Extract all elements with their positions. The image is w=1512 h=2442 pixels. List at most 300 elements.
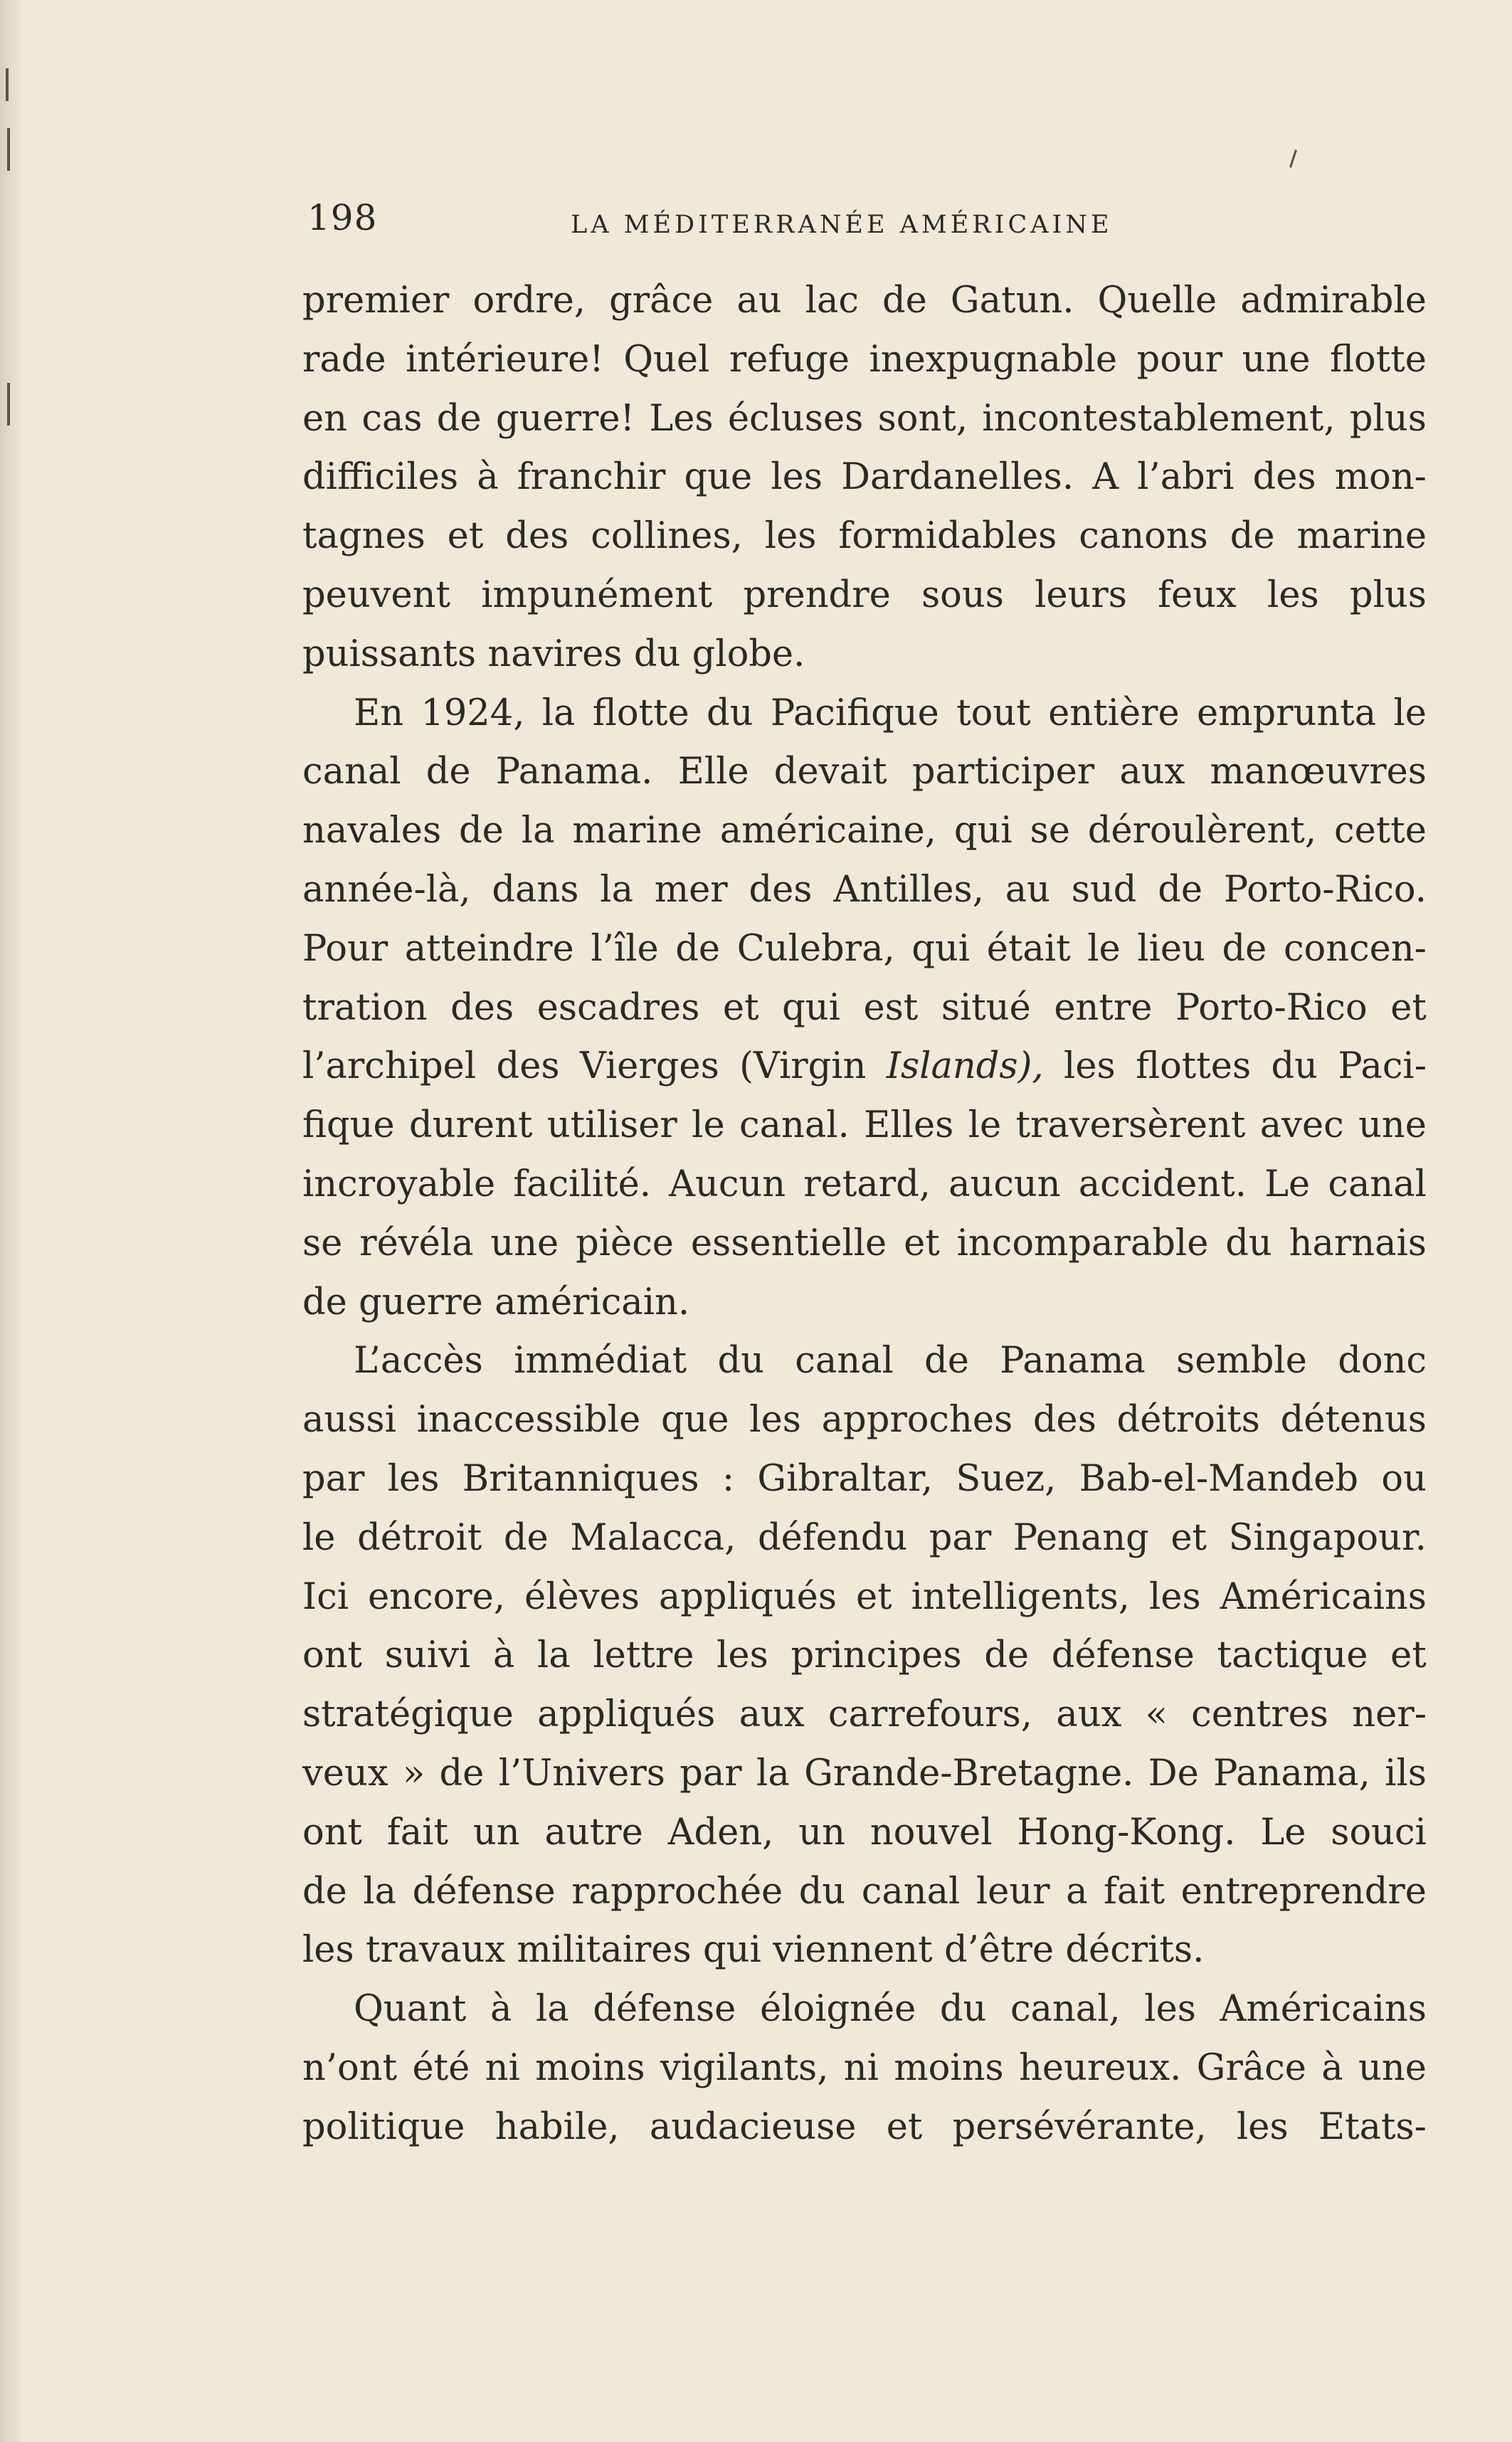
- text-word: Ici: [302, 1575, 349, 1618]
- text-word: canal.: [739, 1104, 850, 1147]
- text-word: le: [1393, 692, 1427, 734]
- text-word: moins: [894, 2046, 1004, 2089]
- text-line: [302, 566, 1427, 625]
- text-word: Quelle: [1097, 280, 1217, 322]
- text-word: à: [490, 1988, 512, 2031]
- text-word: Américains: [1220, 1988, 1427, 2031]
- text-word: Antilles,: [833, 868, 984, 911]
- text-word: utiliser: [546, 1104, 677, 1147]
- text-word: se: [1030, 810, 1070, 852]
- text-word: et: [1390, 986, 1427, 1029]
- text-word: mon-: [1334, 456, 1427, 499]
- text-word: fait: [1104, 1870, 1165, 1913]
- page-edge-shadow: [0, 0, 24, 2442]
- text-word: de: [1230, 515, 1275, 558]
- text-word: une: [490, 1222, 559, 1264]
- text-word: détroits: [1116, 1399, 1260, 1442]
- text-word: la: [521, 810, 555, 852]
- text-word: lac: [805, 280, 859, 322]
- text-word: avec: [1259, 1104, 1344, 1147]
- text-word: sont,: [877, 397, 968, 440]
- text-word: (Virgin: [739, 1045, 867, 1088]
- text-word: essentielle: [690, 1222, 887, 1264]
- text-word: décrits.: [1065, 1929, 1205, 1972]
- text-word: Malacca,: [570, 1516, 736, 1559]
- text-word: les: [717, 1634, 768, 1677]
- text-word: moins: [535, 2046, 645, 2089]
- text-word: à: [492, 1634, 515, 1677]
- text-line: [302, 1568, 1427, 1627]
- page-header: [307, 191, 1446, 248]
- text-word: «: [1145, 1693, 1168, 1736]
- text-word: un: [798, 1811, 845, 1854]
- text-word: le: [302, 1516, 336, 1559]
- text-word: Hong-Kong.: [1017, 1811, 1236, 1854]
- text-word: au: [736, 280, 782, 322]
- text-word: des: [450, 986, 514, 1029]
- text-word: des: [1032, 1399, 1096, 1442]
- text-word: par: [929, 1516, 992, 1559]
- text-word: incroyable: [302, 1163, 496, 1205]
- text-word: navires: [487, 633, 623, 675]
- text-word: la: [600, 868, 633, 911]
- text-word: de: [924, 1340, 969, 1383]
- text-line: [302, 1686, 1427, 1745]
- text-line: [302, 2039, 1427, 2098]
- text-word: le: [692, 1104, 725, 1147]
- text-line: [302, 1156, 1427, 1215]
- text-word: ont: [302, 1634, 363, 1677]
- text-word: américain.: [495, 1281, 690, 1323]
- text-word: principes: [791, 1634, 962, 1677]
- text-word: persévérante,: [952, 2105, 1207, 2148]
- text-word: ils: [1385, 1752, 1427, 1794]
- text-word: concen-: [1283, 927, 1427, 970]
- text-word: admirable: [1240, 280, 1427, 322]
- text-word: défense: [593, 1988, 736, 2031]
- text-word: que: [684, 456, 753, 499]
- text-word: Gibraltar,: [757, 1457, 934, 1500]
- text-word: les: [302, 1929, 354, 1972]
- text-line: [302, 743, 1427, 802]
- text-word: les: [1148, 1575, 1201, 1618]
- text-word: franchir: [517, 456, 666, 499]
- text-word: de: [984, 1634, 1030, 1677]
- text-word: et: [447, 515, 484, 558]
- text-word: que: [660, 1399, 729, 1442]
- text-word: qui: [911, 927, 971, 970]
- text-word: de: [302, 1870, 347, 1913]
- text-word: l’archipel: [302, 1045, 477, 1088]
- text-word: défendu: [757, 1516, 908, 1559]
- text-word: une: [1358, 2046, 1427, 2089]
- body-text: [302, 272, 1427, 2157]
- text-word: Grâce: [1196, 2046, 1306, 2089]
- text-word: plus: [1349, 574, 1427, 616]
- text-word: heureux.: [1019, 2046, 1182, 2089]
- text-word: la: [536, 1634, 571, 1677]
- text-word: ou: [1381, 1457, 1427, 1500]
- text-word: des: [505, 515, 569, 558]
- text-word: rade: [302, 338, 386, 381]
- text-word: ni: [843, 2046, 879, 2089]
- text-word: entre: [1054, 986, 1153, 1029]
- text-word: les: [1064, 1045, 1116, 1088]
- text-word: Penang: [1013, 1516, 1149, 1559]
- text-word: une: [1242, 338, 1311, 381]
- text-word: prendre: [743, 574, 891, 616]
- text-word: durent: [409, 1104, 533, 1147]
- text-word: atteindre: [404, 927, 574, 970]
- text-word: de: [439, 1752, 485, 1794]
- text-word: de: [302, 1281, 347, 1323]
- text-word: donc: [1338, 1340, 1427, 1383]
- text-word: viennent: [773, 1929, 933, 1972]
- text-word: au: [1005, 868, 1050, 911]
- text-word: du: [798, 1870, 846, 1913]
- text-word: Britanniques: [462, 1457, 699, 1500]
- text-line: [302, 1274, 1427, 1333]
- text-line: [302, 507, 1427, 566]
- text-word: aussi: [302, 1399, 396, 1442]
- text-word: 1924,: [421, 692, 525, 734]
- text-word: intérieure!: [406, 338, 604, 381]
- text-word: tagnes: [302, 515, 425, 558]
- text-word: lettre: [593, 1634, 694, 1677]
- text-word: Pacifique: [770, 692, 939, 734]
- text-word: emprunta: [1196, 692, 1377, 734]
- text-word: ni: [485, 2046, 520, 2089]
- text-word: devait: [773, 751, 887, 793]
- text-word: harnais: [1289, 1222, 1427, 1264]
- text-word: collines,: [591, 515, 743, 558]
- text-word: de: [459, 810, 504, 852]
- text-word: habile,: [495, 2105, 620, 2148]
- text-line: [302, 1627, 1427, 1686]
- text-word: Aden,: [667, 1811, 774, 1854]
- text-word: traversèrent: [1015, 1104, 1246, 1147]
- text-word: Le: [1264, 1163, 1311, 1205]
- text-line: [302, 684, 1427, 744]
- text-word: guerre: [359, 1281, 483, 1323]
- text-word: aux: [1119, 751, 1185, 793]
- text-word: Panama,: [1213, 1752, 1370, 1794]
- text-word: de: [425, 751, 471, 793]
- text-line: [302, 1450, 1427, 1509]
- text-word: de: [503, 1516, 549, 1559]
- text-word: du: [939, 1988, 987, 2031]
- text-line: [302, 1391, 1427, 1450]
- text-word: révéla: [359, 1222, 474, 1264]
- text-word: feux: [1158, 574, 1237, 616]
- text-word: aucun: [948, 1163, 1061, 1205]
- text-word: a: [1066, 1870, 1088, 1913]
- text-word: premier: [302, 280, 450, 322]
- text-word: les: [1236, 2105, 1289, 2148]
- text-word: du: [633, 633, 681, 675]
- text-word: écluses: [727, 397, 864, 440]
- text-word: guerre!: [495, 397, 635, 440]
- text-word: et: [886, 2105, 923, 2148]
- text-word: canal: [302, 751, 401, 793]
- text-word: de: [436, 397, 482, 440]
- text-word: accident.: [1078, 1163, 1247, 1205]
- text-word: Porto-Rico: [1175, 986, 1368, 1029]
- text-word: politique: [302, 2105, 465, 2148]
- text-word: à: [477, 456, 499, 499]
- text-line: [302, 861, 1427, 920]
- text-word: et: [904, 1222, 940, 1264]
- text-word: participer: [911, 751, 1095, 793]
- text-word: à: [1321, 2046, 1343, 2089]
- text-word: centres: [1191, 1693, 1328, 1736]
- text-word: pour: [1136, 338, 1223, 381]
- text-word: carrefours,: [828, 1693, 1032, 1736]
- text-line: [302, 390, 1427, 449]
- text-word: veux: [302, 1752, 388, 1794]
- text-word: les: [1267, 574, 1319, 616]
- text-word: fique: [302, 1104, 395, 1147]
- text-word: flotte: [592, 692, 689, 734]
- text-word: Etats-: [1318, 2105, 1427, 2148]
- text-line: [302, 625, 1427, 684]
- text-word: les: [764, 515, 817, 558]
- text-word: était: [986, 927, 1071, 970]
- text-word: Elles: [864, 1104, 954, 1147]
- text-word: défense: [1051, 1634, 1195, 1677]
- text-word: De: [1148, 1752, 1199, 1794]
- text-word: marine: [1296, 515, 1427, 558]
- text-word: Suez,: [956, 1457, 1057, 1500]
- text-word: est: [863, 986, 919, 1029]
- text-word: cas: [361, 397, 423, 440]
- text-word: facilité.: [513, 1163, 651, 1205]
- text-word: Aucun: [669, 1163, 786, 1205]
- text-word: entière: [1048, 692, 1180, 734]
- scan-speck: [7, 128, 10, 171]
- text-word: encore,: [368, 1575, 506, 1618]
- text-word: l’île: [591, 927, 659, 970]
- text-word: canal,: [1010, 1988, 1121, 2031]
- text-word: se: [302, 1222, 343, 1264]
- text-word: des: [749, 868, 813, 911]
- text-word: une: [1358, 1104, 1427, 1147]
- text-word: manœuvres: [1210, 751, 1427, 793]
- text-word: :: [721, 1457, 735, 1500]
- text-word: par: [302, 1457, 365, 1500]
- text-word: Panama.: [495, 751, 653, 793]
- text-word: En: [354, 692, 404, 734]
- text-word: vigilants,: [660, 2046, 829, 2089]
- text-word: Panama: [1000, 1340, 1146, 1383]
- text-word: L’accès: [354, 1340, 483, 1383]
- text-word: suivi: [384, 1634, 471, 1677]
- text-word: d’être: [943, 1929, 1054, 1972]
- text-word: souci: [1331, 1811, 1427, 1854]
- text-word: de: [1158, 868, 1203, 911]
- text-word: sud: [1071, 868, 1137, 911]
- text-word: n’ont: [302, 2046, 398, 2089]
- text-word: des: [1252, 456, 1316, 499]
- text-word: autre: [544, 1811, 643, 1854]
- text-word: intelligents,: [911, 1575, 1130, 1618]
- text-word: tration: [302, 986, 428, 1029]
- scan-speck: [1289, 149, 1297, 168]
- text-word: flottes: [1136, 1045, 1252, 1088]
- text-word: les: [749, 1399, 801, 1442]
- text-word: escadres: [536, 986, 700, 1029]
- text-line: [302, 1037, 1427, 1096]
- text-word: appliqués: [537, 1693, 716, 1736]
- text-word: retard,: [803, 1163, 931, 1205]
- text-word: le: [968, 1104, 1002, 1147]
- text-line: [302, 979, 1427, 1038]
- text-word: immédiat: [514, 1340, 687, 1383]
- text-word: et: [856, 1575, 892, 1618]
- text-line: [302, 1509, 1427, 1568]
- text-word: de: [882, 280, 927, 322]
- text-word: les: [387, 1457, 440, 1500]
- text-word: mer: [654, 868, 728, 911]
- text-word: pièce: [576, 1222, 674, 1264]
- text-word: Dardanelles.: [841, 456, 1074, 499]
- page-number: 198: [307, 197, 378, 238]
- text-word: l’abri: [1137, 456, 1235, 499]
- text-word: Paci-: [1338, 1045, 1427, 1088]
- text-word: défense: [412, 1870, 556, 1913]
- text-word: impunément: [481, 574, 713, 616]
- text-word: entreprendre: [1180, 1870, 1427, 1913]
- text-word: tactique: [1217, 1634, 1368, 1677]
- text-word: en: [302, 397, 348, 440]
- text-word: élèves: [524, 1575, 640, 1618]
- text-word: incontestablement,: [982, 397, 1336, 440]
- text-word: Bab-el-Mandeb: [1079, 1457, 1359, 1500]
- text-word: ont: [302, 1811, 363, 1854]
- text-word: Quel: [623, 338, 710, 381]
- text-line: [302, 1096, 1427, 1156]
- text-word: globe.: [692, 633, 805, 675]
- text-line: [302, 331, 1427, 390]
- text-word: aux: [739, 1693, 805, 1736]
- text-word: détroit: [357, 1516, 482, 1559]
- text-line: [302, 1215, 1427, 1274]
- text-word: formidables: [838, 515, 1057, 558]
- text-line: [302, 920, 1427, 979]
- text-line: [302, 1745, 1427, 1804]
- text-word: ordre,: [472, 280, 586, 322]
- text-word: canal: [861, 1870, 961, 1913]
- text-word: par: [680, 1752, 742, 1794]
- text-word: du: [1271, 1045, 1318, 1088]
- text-word: Porto-Rico.: [1223, 868, 1427, 911]
- text-word: Islands),: [886, 1045, 1044, 1088]
- text-word: travaux: [365, 1929, 506, 1972]
- text-word: difficiles: [302, 456, 459, 499]
- text-line: [302, 1863, 1427, 1922]
- text-word: la: [535, 1988, 569, 2031]
- text-word: semble: [1176, 1340, 1307, 1383]
- text-word: flotte: [1330, 338, 1427, 381]
- text-word: Culebra,: [736, 927, 895, 970]
- text-word: la: [541, 692, 576, 734]
- text-word: rapprochée: [571, 1870, 783, 1913]
- text-word: appliqués: [658, 1575, 837, 1618]
- text-word: qui: [953, 810, 1013, 852]
- text-word: audacieuse: [649, 2105, 857, 2148]
- text-word: et: [1390, 1634, 1427, 1677]
- text-line: [302, 1804, 1427, 1863]
- text-word: incomparable: [956, 1222, 1209, 1264]
- text-word: »: [402, 1752, 425, 1794]
- text-word: canal: [795, 1340, 894, 1383]
- text-word: été: [412, 2046, 470, 2089]
- text-word: Gatun.: [950, 280, 1074, 322]
- text-word: Les: [649, 397, 714, 440]
- text-word: navales: [302, 810, 442, 852]
- text-line: [302, 1332, 1427, 1391]
- text-word: refuge: [729, 338, 850, 381]
- text-word: canal: [1328, 1163, 1427, 1205]
- text-word: marine: [572, 810, 702, 852]
- text-word: du: [1225, 1222, 1272, 1264]
- text-word: approches: [821, 1399, 1013, 1442]
- text-line: [302, 1921, 1427, 1980]
- text-word: Grande-Bretagne.: [804, 1752, 1134, 1794]
- text-word: Pour: [302, 927, 388, 970]
- text-word: et: [1170, 1516, 1207, 1559]
- text-word: éloignée: [759, 1988, 916, 2031]
- text-word: et: [722, 986, 759, 1029]
- text-word: qui: [782, 986, 840, 1029]
- scan-speck: [7, 383, 10, 426]
- text-word: fait: [386, 1811, 449, 1854]
- text-word: Américains: [1220, 1575, 1427, 1618]
- scan-speck: [6, 68, 9, 101]
- text-word: Vierges: [579, 1045, 719, 1088]
- text-word: cette: [1334, 810, 1427, 852]
- text-line: [302, 2098, 1427, 2157]
- text-word: leur: [976, 1870, 1050, 1913]
- text-word: la: [363, 1870, 397, 1913]
- text-word: stratégique: [302, 1693, 514, 1736]
- text-word: du: [717, 1340, 764, 1383]
- text-word: ner-: [1352, 1693, 1427, 1736]
- text-word: leurs: [1035, 574, 1127, 616]
- text-word: des: [496, 1045, 560, 1088]
- text-word: Le: [1260, 1811, 1306, 1854]
- text-line: [302, 272, 1427, 331]
- text-line: [302, 802, 1427, 861]
- text-word: la: [756, 1752, 790, 1794]
- text-word: Singapour.: [1228, 1516, 1427, 1559]
- text-word: aux: [1056, 1693, 1122, 1736]
- text-word: peuvent: [302, 574, 451, 616]
- text-word: militaires: [517, 1929, 692, 1972]
- text-word: déroulèrent,: [1087, 810, 1317, 852]
- text-word: puissants: [302, 633, 477, 675]
- text-word: l’Univers: [498, 1752, 665, 1794]
- text-word: année-là,: [302, 868, 471, 911]
- text-word: le: [1087, 927, 1121, 970]
- text-word: lieu: [1137, 927, 1205, 970]
- text-line: [302, 1980, 1427, 2039]
- running-title: LA MÉDITERRANÉE AMÉRICAINE: [571, 211, 1113, 239]
- text-word: nouvel: [869, 1811, 993, 1854]
- text-word: sous: [921, 574, 1004, 616]
- text-word: tout: [956, 692, 1031, 734]
- text-word: situé: [941, 986, 1031, 1029]
